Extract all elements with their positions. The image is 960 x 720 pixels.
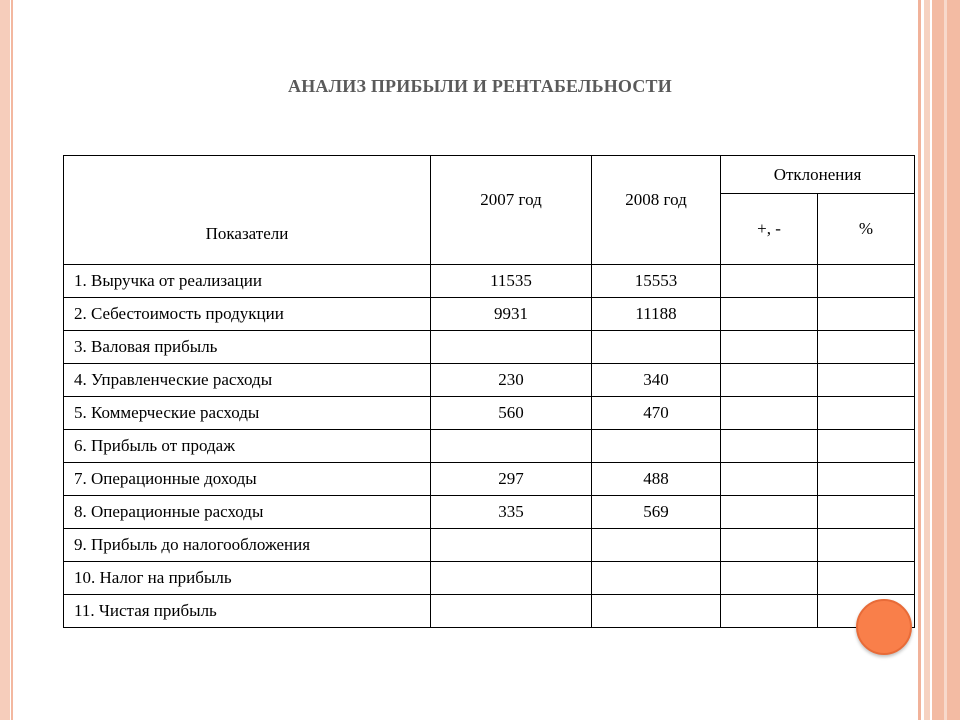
row-deviation-pct: [818, 298, 915, 331]
row-deviation-abs: [721, 595, 818, 628]
table-row: [64, 496, 915, 529]
table-row: [64, 265, 915, 298]
row-value-2007: 11535: [431, 265, 592, 298]
row-value-2007: [431, 331, 592, 364]
table-row: [64, 298, 915, 331]
table-header-row: [64, 156, 915, 194]
row-deviation-pct: [818, 265, 915, 298]
left-frame-stripe: [0, 0, 10, 720]
row-deviation-pct: [818, 529, 915, 562]
row-value-2008: 15553: [592, 265, 721, 298]
table-row: [64, 463, 915, 496]
row-deviation-pct: [818, 331, 915, 364]
row-value-2008: 569: [592, 496, 721, 529]
table-row: [64, 562, 915, 595]
row-indicator-name: 9. Прибыль до налогообложения: [64, 529, 431, 562]
row-value-2008: [592, 562, 721, 595]
left-frame-line: [11, 0, 13, 720]
row-value-2007: 230: [431, 364, 592, 397]
row-value-2008: [592, 331, 721, 364]
row-value-2007: 297: [431, 463, 592, 496]
row-deviation-pct: [818, 562, 915, 595]
row-deviation-abs: [721, 562, 818, 595]
row-deviation-abs: [721, 496, 818, 529]
row-value-2008: [592, 595, 721, 628]
row-indicator-name: 5. Коммерческие расходы: [64, 397, 431, 430]
table-row: [64, 529, 915, 562]
table-row: [64, 364, 915, 397]
row-indicator-name: 3. Валовая прибыль: [64, 331, 431, 364]
decorative-circle: [856, 599, 912, 655]
row-deviation-abs: [721, 364, 818, 397]
header-pct-deviation: %: [818, 194, 915, 265]
row-deviation-abs: [721, 331, 818, 364]
table-row: [64, 430, 915, 463]
row-value-2007: 560: [431, 397, 592, 430]
row-value-2008: 488: [592, 463, 721, 496]
row-value-2008: [592, 430, 721, 463]
table-body: [64, 265, 915, 628]
row-deviation-pct: [818, 430, 915, 463]
row-value-2008: [592, 529, 721, 562]
header-2007: 2007 год: [431, 156, 592, 265]
row-deviation-pct: [818, 364, 915, 397]
table-row: [64, 331, 915, 364]
row-deviation-abs: [721, 397, 818, 430]
row-deviation-abs: [721, 265, 818, 298]
row-value-2008: 470: [592, 397, 721, 430]
slide-title: АНАЛИЗ ПРИБЫЛИ И РЕНТАБЕЛЬНОСТИ: [288, 76, 672, 96]
row-deviation-abs: [721, 298, 818, 331]
table-row: [64, 397, 915, 430]
right-frame-stripe-light: [924, 0, 930, 720]
row-value-2007: [431, 562, 592, 595]
row-indicator-name: 4. Управленческие расходы: [64, 364, 431, 397]
row-value-2007: 335: [431, 496, 592, 529]
right-frame-line: [918, 0, 921, 720]
header-deviations: Отклонения: [721, 156, 915, 194]
row-deviation-pct: [818, 463, 915, 496]
header-2008: 2008 год: [592, 156, 721, 265]
row-value-2007: [431, 529, 592, 562]
row-value-2007: 9931: [431, 298, 592, 331]
row-indicator-name: 10. Налог на прибыль: [64, 562, 431, 595]
row-value-2007: [431, 595, 592, 628]
header-abs-deviation: +, -: [721, 194, 818, 265]
row-indicator-name: 6. Прибыль от продаж: [64, 430, 431, 463]
row-value-2007: [431, 430, 592, 463]
row-indicator-name: 11. Чистая прибыль: [64, 595, 431, 628]
row-value-2008: 340: [592, 364, 721, 397]
table-row: [64, 595, 915, 628]
row-indicator-name: 7. Операционные доходы: [64, 463, 431, 496]
right-frame-stripe-inner: [944, 0, 947, 720]
row-indicator-name: 1. Выручка от реализации: [64, 265, 431, 298]
row-deviation-abs: [721, 430, 818, 463]
row-deviation-pct: [818, 496, 915, 529]
row-indicator-name: 8. Операционные расходы: [64, 496, 431, 529]
row-value-2008: 11188: [592, 298, 721, 331]
profit-analysis-table: [63, 155, 915, 628]
row-deviation-pct: [818, 397, 915, 430]
header-indicators: Показатели: [64, 156, 431, 265]
row-deviation-abs: [721, 463, 818, 496]
row-indicator-name: 2. Себестоимость продукции: [64, 298, 431, 331]
row-deviation-abs: [721, 529, 818, 562]
